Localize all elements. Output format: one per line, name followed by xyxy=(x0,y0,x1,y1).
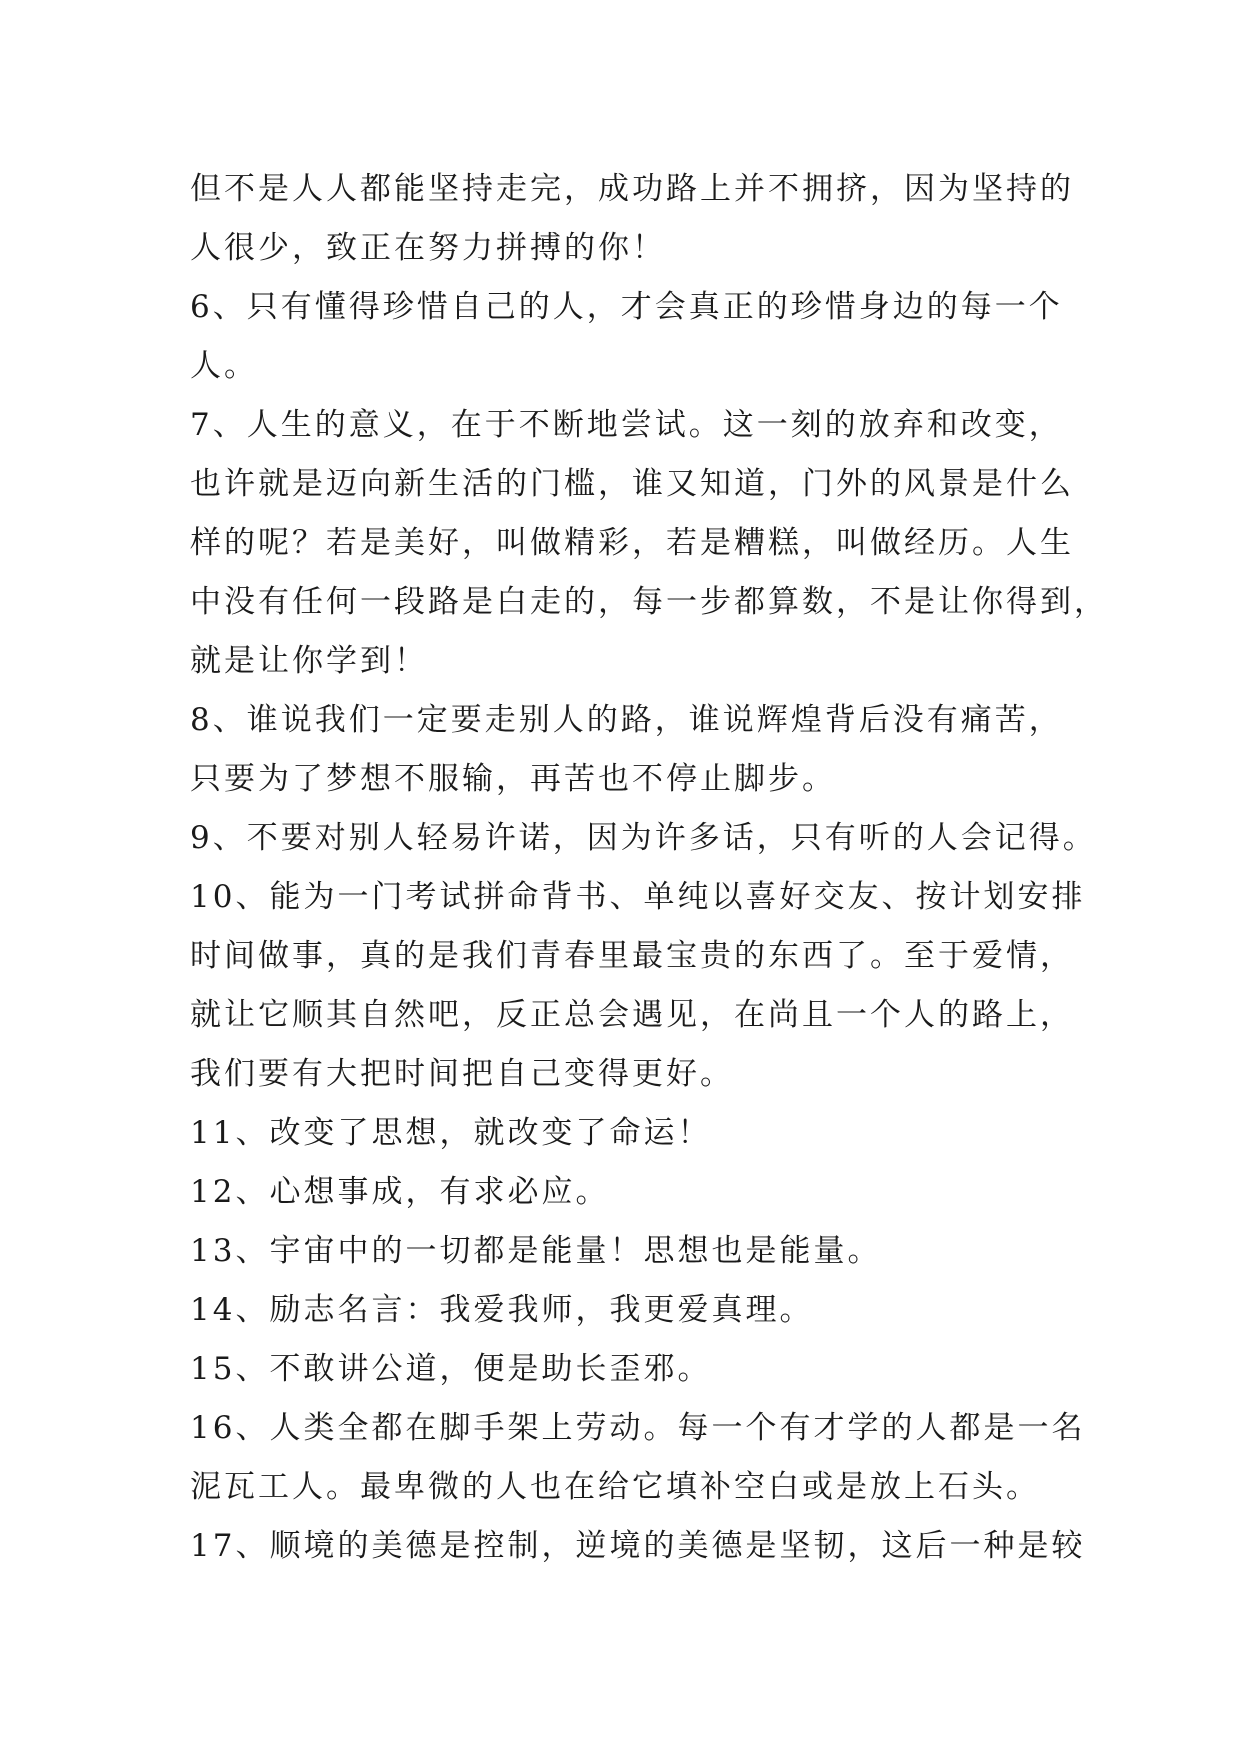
text-line: 时间做事，真的是我们青春里最宝贵的东西了。至于爱情， xyxy=(190,938,1074,974)
text-line: 泥瓦工人。最卑微的人也在给它填补空白或是放上石头。 xyxy=(190,1469,1040,1505)
text-line: 9、不要对别人轻易许诺，因为许多话，只有听的人会记得。 xyxy=(190,820,1097,856)
text-line: 10、能为一门考试拼命背书、单纯以喜好交友、按计划安排 xyxy=(190,879,1086,915)
text-line: 17、顺境的美德是控制，逆境的美德是坚韧，这后一种是较 xyxy=(190,1528,1086,1564)
text-line: 13、宇宙中的一切都是能量！思想也是能量。 xyxy=(190,1233,882,1269)
text-line: 就让它顺其自然吧，反正总会遇见，在尚且一个人的路上， xyxy=(190,997,1074,1033)
text-line: 14、励志名言：我爱我师，我更爱真理。 xyxy=(190,1292,814,1328)
text-line: 样的呢？若是美好，叫做精彩，若是糟糕，叫做经历。人生 xyxy=(190,525,1074,561)
text-line: 16、人类全都在脚手架上劳动。每一个有才学的人都是一名 xyxy=(190,1410,1086,1446)
text-line: 就是让你学到！ xyxy=(190,643,428,679)
text-line: 8、谁说我们一定要走别人的路，谁说辉煌背后没有痛苦， xyxy=(190,702,1063,738)
text-line: 我们要有大把时间把自己变得更好。 xyxy=(190,1056,734,1092)
text-line: 15、不敢讲公道，便是助长歪邪。 xyxy=(190,1351,712,1387)
text-line: 但不是人人都能坚持走完，成功路上并不拥挤，因为坚持的 xyxy=(190,171,1074,207)
text-line: 12、心想事成，有求必应。 xyxy=(190,1174,610,1210)
text-line: 7、人生的意义，在于不断地尝试。这一刻的放弃和改变， xyxy=(190,407,1063,443)
body-text xyxy=(190,160,1108,1576)
text-line: 也许就是迈向新生活的门槛，谁又知道，门外的风景是什么 xyxy=(190,466,1074,502)
text-line: 人。 xyxy=(190,348,258,384)
text-line: 6、只有懂得珍惜自己的人，才会真正的珍惜身边的每一个 xyxy=(190,289,1063,325)
text-line: 11、改变了思想，就改变了命运！ xyxy=(190,1115,712,1151)
text-line: 人很少，致正在努力拼搏的你！ xyxy=(190,230,666,266)
text-line: 中没有任何一段路是白走的，每一步都算数，不是让你得到， xyxy=(190,584,1108,620)
text-line: 只要为了梦想不服输，再苦也不停止脚步。 xyxy=(190,761,836,797)
